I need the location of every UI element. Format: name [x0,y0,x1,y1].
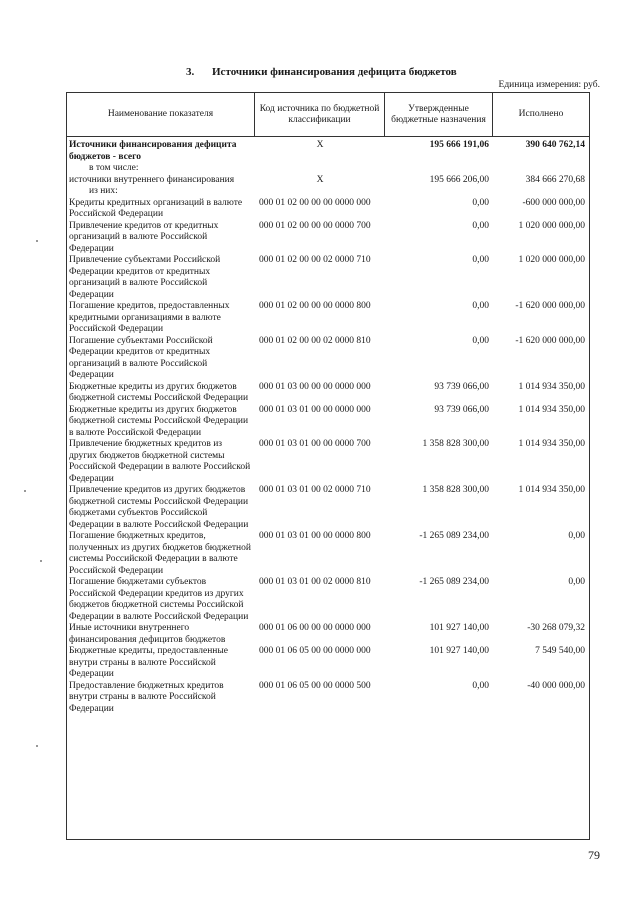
row-fact: 1 014 934 350,00 [518,404,585,415]
header-name: Наименование показателя [67,93,255,136]
header-plan: Утвержденные бюджетные назначения [385,93,493,136]
row-fact: -1 620 000 000,00 [515,335,585,346]
row-plan: 93 739 066,00 [434,404,489,415]
row-plan: 1 358 828 300,00 [422,439,489,449]
row-name: Бюджетные кредиты, предоставленные внутри страны в валюте Российской Федерации [69,646,228,679]
table-row [67,439,589,485]
row-name: Кредиты кредитных организаций в валюте Российской Федерации [69,197,243,219]
table-row [67,405,589,440]
section-title [186,66,457,78]
section-number: 3. [186,66,195,78]
table-row [67,163,589,175]
row-code: 000 01 03 01 00 00 0000 000 [259,404,371,415]
table-row [67,531,589,577]
row-code: 000 01 02 00 00 02 0000 710 [259,255,371,265]
table-row [67,681,589,716]
row-fact: -1 620 000 000,00 [515,301,585,311]
row-fact: -40 000 000,00 [527,680,585,691]
row-plan: 101 927 140,00 [429,623,489,633]
row-fact: 1 020 000 000,00 [518,255,585,265]
row-name: Источники финансирования дефицита бюджетов - всего [69,140,237,162]
margin-mark [36,745,38,747]
row-fact: -600 000 000,00 [522,197,585,208]
row-plan: 0,00 [472,197,489,208]
table-row [67,485,589,531]
row-code: 000 01 06 05 00 00 0000 000 [259,646,371,656]
row-name: Погашение бюджетами субъектов Российской Федерации кредитов из других бюджетов бюджетной системы Российской Федерации в валюте Российской Федерации [69,577,249,622]
row-name: Погашение субъектами Российской Федерации кредитов от кредитных организаций в валюте Российской Федерации [69,335,213,380]
row-code: Х [316,140,324,150]
units-label: Единица измерения: руб. [498,80,600,90]
row-code: 000 01 06 00 00 00 0000 000 [259,623,371,633]
table-row [67,301,589,336]
table-row [67,198,589,221]
table-row [67,623,589,646]
row-code: 000 01 03 01 00 02 0000 810 [259,577,371,587]
row-code: 000 01 02 00 00 02 0000 810 [259,335,371,346]
row-code: 000 01 03 01 00 00 0000 700 [259,439,371,449]
row-fact: 1 014 934 350,00 [518,381,585,392]
row-fact: 0,00 [568,531,585,541]
table-row [67,646,589,681]
table-row [67,186,589,198]
table-row [67,577,589,623]
row-code: 000 01 06 05 00 00 0000 500 [259,680,371,691]
table-row [67,336,589,382]
row-name: Привлечение кредитов от кредитных организаций в валюте Российской Федерации [69,220,219,254]
row-name: Иные источники внутреннего финансирования дефицитов бюджетов [69,623,226,645]
row-plan: 0,00 [472,255,489,265]
row-name: источники внутреннего финансирования [69,174,235,185]
table-row [67,140,589,163]
row-name: Привлечение бюджетных кредитов из других бюджетов бюджетной системы Российской Федерации в валюте Российской Федерации [69,439,251,484]
row-name: Погашение бюджетных кредитов, полученных из других бюджетов бюджетной системы Российской Федерации в валюте Российской Федерации [69,531,251,576]
section-title-text: Источники финансирования дефицита бюджетов [212,66,457,78]
row-plan: 0,00 [472,301,489,311]
margin-mark [36,240,38,242]
row-name: Привлечение субъектами Российской Федерации кредитов от кредитных организаций в валюте Российской Федерации [69,255,221,300]
row-plan: -1 265 089 234,00 [419,577,489,587]
row-code: 000 01 02 00 00 00 0000 800 [259,301,371,311]
row-plan: 0,00 [472,335,489,346]
row-name: в том числе: [89,163,139,173]
table-row [67,175,589,187]
margin-mark [40,560,42,562]
row-plan: 101 927 140,00 [429,646,489,656]
table-body [67,140,589,715]
row-plan: -1 265 089 234,00 [419,531,489,541]
page-number: 79 [588,848,600,862]
header-fact: Исполнено [518,109,564,119]
row-fact: 1 020 000 000,00 [518,220,585,231]
row-plan: 0,00 [472,220,489,231]
table-row [67,221,589,256]
margin-mark [24,490,26,492]
row-name: Предоставление бюджетных кредитов внутри страны в валюте Российской Федерации [69,680,224,714]
row-name: Бюджетные кредиты из других бюджетов бюджетной системы Российской Федерации [69,381,249,403]
table-row [67,382,589,405]
row-plan: 93 739 066,00 [434,381,489,392]
row-fact: 384 666 270,68 [525,174,585,185]
table-row [67,255,589,301]
row-fact: 390 640 762,14 [525,140,585,150]
row-name: Привлечение кредитов из других бюджетов бюджетной системы Российской Федерации бюджетами субъектов Российской Федерации в валюте Российской Федерации [69,485,249,530]
row-fact: 0,00 [568,577,585,587]
row-fact: 7 549 540,00 [535,646,585,656]
row-name: Бюджетные кредиты из других бюджетов бюджетной системы Российской Федерации в валюте Российской Федерации [69,404,249,438]
row-fact: 1 014 934 350,00 [518,439,585,449]
row-fact: 1 014 934 350,00 [518,485,585,495]
row-fact: -30 268 079,32 [527,623,585,633]
row-plan: 0,00 [472,680,489,691]
row-plan: 195 666 191,06 [429,140,489,150]
row-code: 000 01 03 01 00 02 0000 710 [259,485,371,495]
row-name: Погашение кредитов, предоставленных кредитными организациями в валюте Российской Федерации [69,301,230,334]
row-code: 000 01 03 00 00 00 0000 000 [259,381,371,392]
table-header [67,93,589,137]
row-code: 000 01 02 00 00 00 0000 700 [259,220,371,231]
row-code: 000 01 03 01 00 00 0000 800 [259,531,371,541]
header-code: Код источника по бюджетной классификации [255,93,385,136]
row-plan: 1 358 828 300,00 [422,485,489,495]
row-code: Х [316,174,324,185]
row-name: из них: [89,186,118,196]
row-code: 000 01 02 00 00 00 0000 000 [259,197,371,208]
row-plan: 195 666 206,00 [429,174,489,185]
sources-table [66,92,590,840]
